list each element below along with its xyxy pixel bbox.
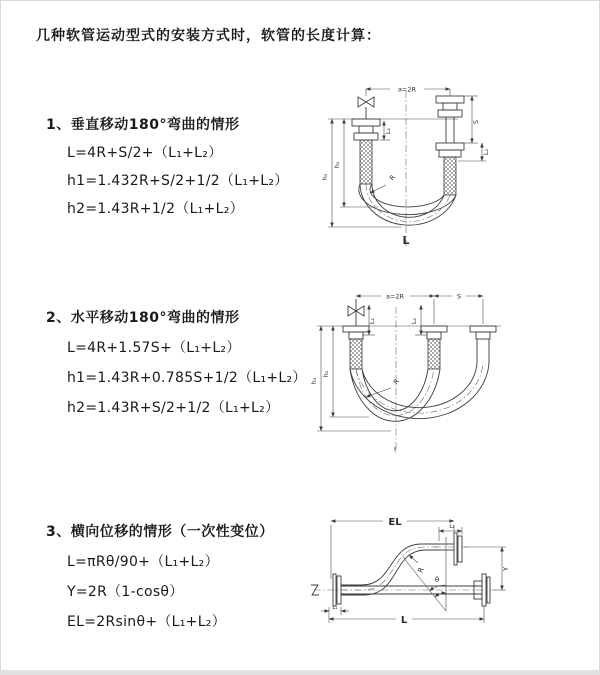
diagram-horizontal-180-bend xyxy=(309,289,569,461)
diagram-lateral-displacement xyxy=(306,507,598,641)
diagram2-dim-a xyxy=(356,293,434,301)
angle-theta-label: θ xyxy=(434,576,440,584)
dim-h1-label-2: h₁ xyxy=(310,377,318,385)
section-3-heading: 3、横向位移的情形（一次性变位） xyxy=(46,524,274,540)
section-3-formula-y: Y=2R（1-cosθ） xyxy=(67,584,184,600)
diagram3-dim-l1 xyxy=(321,605,349,615)
flange-fitting-left-2 xyxy=(343,326,369,339)
hose-radius-label-2: R xyxy=(391,377,401,387)
dim-s-label-2: S xyxy=(456,292,462,301)
section-2-formula-l: L=4R+1.57S+（L₁+L₂） xyxy=(67,340,241,356)
flange-fitting-left xyxy=(352,119,380,140)
diagram3-axis xyxy=(311,585,498,595)
flange-fitting-middle-2 xyxy=(421,326,447,339)
diagram1-dim-a xyxy=(366,86,450,97)
flange-fitting-right xyxy=(436,96,464,157)
plain-pipe-right-2 xyxy=(477,339,489,363)
section-1-formula-h2: h2=1.43R+1/2（L₁+L₂） xyxy=(67,201,244,217)
hose-radius-label-3: R xyxy=(416,566,426,575)
section-1-formula-h1: h1=1.432R+S/2+1/2（L₁+L₂） xyxy=(67,173,289,189)
hose-radius-label: R xyxy=(387,173,397,183)
diagram2-dim-l2 xyxy=(410,305,427,335)
dim-h2-label-2: h₂ xyxy=(322,370,330,378)
page-title: 几种软管运动型式的安装方式时，软管的长度计算： xyxy=(36,28,381,44)
section-3-formula-el: EL=2Rsinθ+（L₁+L₂） xyxy=(67,614,227,630)
diagram-vertical-180-bend xyxy=(306,79,566,251)
section-3-formula-l: L=πRθ/90+（L₁+L₂） xyxy=(67,554,219,570)
hose-length-label: L xyxy=(402,234,410,247)
diagram1-dim-l2 xyxy=(458,143,490,161)
dim-l1-label-3: L₁ xyxy=(332,605,338,611)
section-2-formula-h2: h2=1.43R+S/2+1/2（L₁+L₂） xyxy=(67,400,280,416)
diagram3-angle xyxy=(403,537,446,611)
diagram2-dim-s xyxy=(434,293,483,325)
dim-l1-label: L₁ xyxy=(384,127,392,135)
braided-hose-right xyxy=(444,157,456,195)
dim-h2-label: h₂ xyxy=(333,161,341,169)
dim-l2-label-2: L₂ xyxy=(410,317,418,325)
braided-hose-left xyxy=(360,140,372,184)
hose-u-arcs xyxy=(359,184,456,225)
hose-u-arcs-2 xyxy=(350,363,489,421)
diagram1-centerlines xyxy=(328,91,458,247)
dim-h1-label: h₁ xyxy=(321,173,329,181)
diagram1-dim-s xyxy=(464,96,480,143)
section-1-heading: 1、垂直移动180°弯曲的情形 xyxy=(46,117,240,133)
dim-a-label: a=2R xyxy=(397,85,417,94)
diagram2-dim-l1 xyxy=(363,305,376,335)
diagram3-dim-l xyxy=(329,606,484,626)
dim-el-label: EL xyxy=(388,517,402,528)
valve-icon xyxy=(358,97,374,119)
diagram1-radius-callout xyxy=(370,173,397,193)
section-2-formula-h1: h1=1.43R+0.785S+1/2（L₁+L₂） xyxy=(67,370,307,386)
dim-s-label: S xyxy=(472,119,480,125)
dim-y-label: Y xyxy=(502,566,510,572)
flange-fitting-right-2 xyxy=(470,326,496,339)
valve-icon-2 xyxy=(348,299,364,326)
diagram3-dim-l2 xyxy=(439,524,462,541)
section-vertical-movement xyxy=(46,111,289,223)
braided-hose-left-2 xyxy=(350,339,362,369)
braided-hose-middle-2 xyxy=(428,339,440,369)
section-horizontal-movement xyxy=(46,303,307,423)
section-2-heading: 2、水平移动180°弯曲的情形 xyxy=(46,310,240,326)
dim-l2-label-3: L₂ xyxy=(449,524,455,530)
dim-l1-label-2: L₁ xyxy=(368,317,376,325)
section-1-formula-l: L=4R+S/2+（L₁+L₂） xyxy=(67,145,223,161)
dim-l-label-3: L xyxy=(400,615,408,626)
diagram3-radius-callout xyxy=(409,555,426,574)
diagram1-dim-l1 xyxy=(380,121,392,140)
diagram2-centerlines xyxy=(317,307,501,455)
dim-a-label-2: a=2R xyxy=(385,292,405,301)
section-lateral-displacement xyxy=(46,517,274,637)
dim-l2-label: L₂ xyxy=(482,148,490,156)
